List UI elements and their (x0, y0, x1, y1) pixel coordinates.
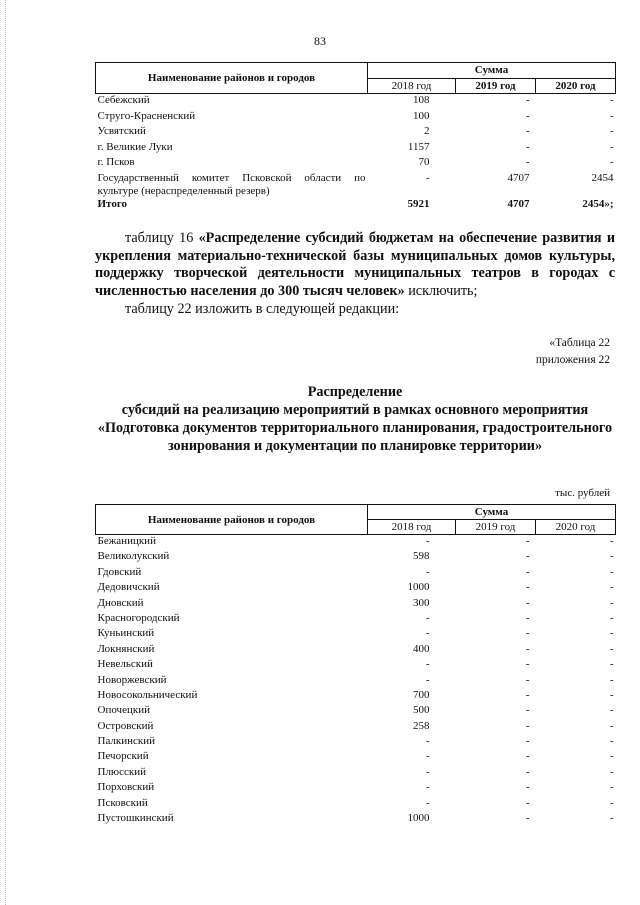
row-value-2019: - (525, 812, 530, 825)
row-value-2018: - (425, 735, 430, 748)
row-name: Бежаницкий (97, 535, 156, 547)
table1-body (96, 94, 616, 172)
table1-header-name: Наименование районов и городов (96, 63, 368, 94)
row-value-2019: - (525, 781, 530, 794)
row-value-2018: - (425, 796, 430, 809)
table-row (96, 689, 616, 704)
row-value-2018: - (425, 627, 430, 640)
table1-header-year: 2019 год (456, 78, 536, 94)
row-value-2020: 2454 (591, 171, 614, 184)
row-name: Порховский (97, 781, 155, 794)
row-value-2020: 2454»; (582, 197, 614, 210)
row-name: Печорский (97, 750, 149, 763)
table2-header-name: Наименование районов и городов (96, 505, 368, 535)
table-row (96, 156, 616, 172)
row-value-2019: - (525, 673, 530, 686)
row-value-2018: - (425, 171, 430, 184)
row-value-2020: - (609, 812, 614, 825)
table-row-unallocated (96, 172, 616, 198)
row-name: Струго-Красненский (97, 109, 196, 122)
row-value-2019: - (525, 596, 530, 609)
row-value-2019: - (525, 627, 530, 640)
table-row (96, 597, 616, 612)
row-value-2020: - (609, 781, 614, 794)
table2-body (96, 535, 616, 828)
row-value-2020: - (609, 735, 614, 748)
row-name: Новосокольнический (97, 688, 198, 701)
table-row (96, 674, 616, 689)
row-value-2018: 500 (413, 704, 430, 717)
row-value-2020: - (609, 581, 614, 594)
row-value-2018: 100 (413, 109, 430, 122)
row-value-2018: - (425, 565, 430, 578)
row-value-2019: - (525, 125, 530, 138)
row-value-2020: - (609, 596, 614, 609)
table2-header-sum: Сумма (368, 505, 616, 520)
row-name: Итого (97, 197, 128, 210)
paragraph-prefix: таблицу 16 (125, 230, 199, 246)
row-value-2019: - (525, 535, 530, 547)
row-name: Куньинский (97, 627, 155, 640)
table-subsidies (95, 504, 616, 827)
row-value-2019: - (525, 140, 530, 153)
row-value-2019: - (525, 796, 530, 809)
row-value-2020: - (609, 550, 614, 563)
row-value-2018: 300 (413, 596, 430, 609)
row-name: Усвятский (97, 125, 146, 138)
row-value-2020: - (609, 658, 614, 671)
row-value-2018: 400 (413, 642, 430, 655)
table-row (96, 643, 616, 658)
row-value-2018: 1000 (407, 581, 430, 594)
table-note-number: «Таблица 22 (549, 337, 610, 349)
paragraph-bold-title: «Распределение субсидий бюджетам на обеспечение развития и укрепления материально-технической базы муниципальных домов культуры, поддержку творческой деятельности муниципальных театров в городах с численностью населения до 300 тысяч человек» (95, 230, 615, 299)
row-value-2018: 70 (418, 156, 430, 169)
row-value-2020: - (609, 94, 614, 106)
row-value-2018: 598 (413, 550, 430, 563)
row-value-2018: - (425, 750, 430, 763)
row-value-2020: - (609, 688, 614, 701)
table-row (96, 766, 616, 781)
row-value-2019: - (525, 581, 530, 594)
row-value-2020: - (609, 719, 614, 732)
paragraph-table16 (95, 230, 615, 300)
row-name: Дновский (97, 596, 144, 609)
row-value-2018: 1000 (407, 812, 430, 825)
table-row (96, 125, 616, 141)
title-line1: Распределение (307, 384, 403, 400)
row-value-2018: 1157 (407, 140, 430, 153)
row-value-2019: - (525, 658, 530, 671)
row-value-2020: - (609, 642, 614, 655)
row-name: Невельский (97, 658, 153, 671)
title-line2: субсидий на реализацию мероприятий в рамках основного мероприятия «Подготовка документов территориального планирования, градостроительного зонирования и документации по планировке территории» (97, 402, 613, 454)
table-previous (95, 62, 616, 214)
table-row (96, 566, 616, 581)
row-name: Локнянский (97, 642, 155, 655)
table-note-appendix: приложения 22 (535, 354, 610, 366)
scan-margin-line (5, 0, 7, 905)
table2-header-year: 2019 год (456, 520, 536, 535)
row-value-2018: - (425, 658, 430, 671)
paragraph-table22: таблицу 22 изложить в следующей редакции: (125, 301, 400, 317)
row-name: Новоржевский (97, 673, 167, 686)
table2-header-year: 2018 год (368, 520, 456, 535)
row-value-2020: - (609, 765, 614, 778)
table-row (96, 812, 616, 827)
table1-header-year: 2018 год (368, 78, 456, 94)
row-name: г. Великие Луки (97, 140, 173, 153)
table-row (96, 612, 616, 627)
table-row (96, 750, 616, 765)
table-row (96, 535, 616, 551)
row-value-2018: 2 (424, 125, 430, 138)
row-value-2020: - (609, 535, 614, 547)
row-value-2019: - (525, 688, 530, 701)
row-value-2020: - (609, 704, 614, 717)
row-value-2018: - (425, 781, 430, 794)
paragraph-suffix: исключить; (404, 282, 478, 299)
units-label: тыс. рублей (555, 487, 610, 499)
row-value-2018: 258 (413, 719, 430, 732)
row-value-2020: - (609, 673, 614, 686)
page-number: 83 (314, 34, 326, 48)
table-row (96, 704, 616, 719)
row-value-2019: - (525, 611, 530, 624)
row-name: Псковский (97, 796, 148, 809)
row-value-2019: - (525, 765, 530, 778)
row-name: Себежский (97, 94, 150, 106)
table-row (96, 94, 616, 110)
row-value-2019: - (525, 109, 530, 122)
row-value-2019: 4707 (507, 197, 530, 210)
table-row (96, 141, 616, 157)
row-name: Плюсский (97, 765, 147, 778)
row-value-2020: - (609, 125, 614, 138)
row-value-2019: - (525, 565, 530, 578)
row-name: Великолукский (97, 550, 170, 563)
table-row (96, 781, 616, 796)
table-row (96, 627, 616, 642)
table-row (96, 658, 616, 673)
table-row (96, 581, 616, 596)
table-title (95, 383, 615, 455)
row-value-2020: - (609, 109, 614, 122)
row-value-2018: - (425, 765, 430, 778)
table-row (96, 550, 616, 565)
row-value-2020: - (609, 611, 614, 624)
row-name: Палкинский (97, 735, 156, 748)
row-value-2020: - (609, 750, 614, 763)
row-value-2020: - (609, 627, 614, 640)
row-value-2018: - (425, 535, 430, 547)
row-value-2020: - (609, 140, 614, 153)
row-value-2018: - (425, 673, 430, 686)
row-name: Островский (97, 719, 154, 732)
row-value-2018: 700 (413, 688, 430, 701)
row-value-2018: 108 (413, 94, 430, 106)
row-value-2019: - (525, 719, 530, 732)
row-name: Дедовичский (97, 581, 160, 594)
row-name: Гдовский (97, 565, 142, 578)
table-row (96, 720, 616, 735)
row-value-2019: - (525, 550, 530, 563)
table-row-total (96, 198, 616, 214)
row-value-2018: 5921 (407, 197, 430, 210)
row-value-2019: - (525, 94, 530, 106)
row-value-2019: - (525, 735, 530, 748)
row-value-2019: - (525, 750, 530, 763)
row-value-2020: - (609, 565, 614, 578)
table-row (96, 110, 616, 126)
row-name: Опочецкий (97, 704, 150, 717)
row-name: г. Псков (97, 156, 135, 169)
table-row (96, 797, 616, 812)
table1-header-sum: Сумма (368, 63, 616, 79)
row-value-2019: - (525, 704, 530, 717)
table1-header-year: 2020 год (536, 78, 616, 94)
row-value-2019: 4707 (507, 171, 530, 184)
row-value-2018: - (425, 611, 430, 624)
row-value-2019: - (525, 156, 530, 169)
row-value-2020: - (609, 156, 614, 169)
row-value-2019: - (525, 642, 530, 655)
row-name: Государственный комитет Псковской области по культуре (нераспределенный резерв) (97, 171, 366, 197)
row-value-2020: - (609, 796, 614, 809)
table-row (96, 735, 616, 750)
row-name: Красногородский (97, 611, 180, 624)
table2-header-year: 2020 год (536, 520, 616, 535)
row-name: Пустошкинский (97, 812, 174, 825)
